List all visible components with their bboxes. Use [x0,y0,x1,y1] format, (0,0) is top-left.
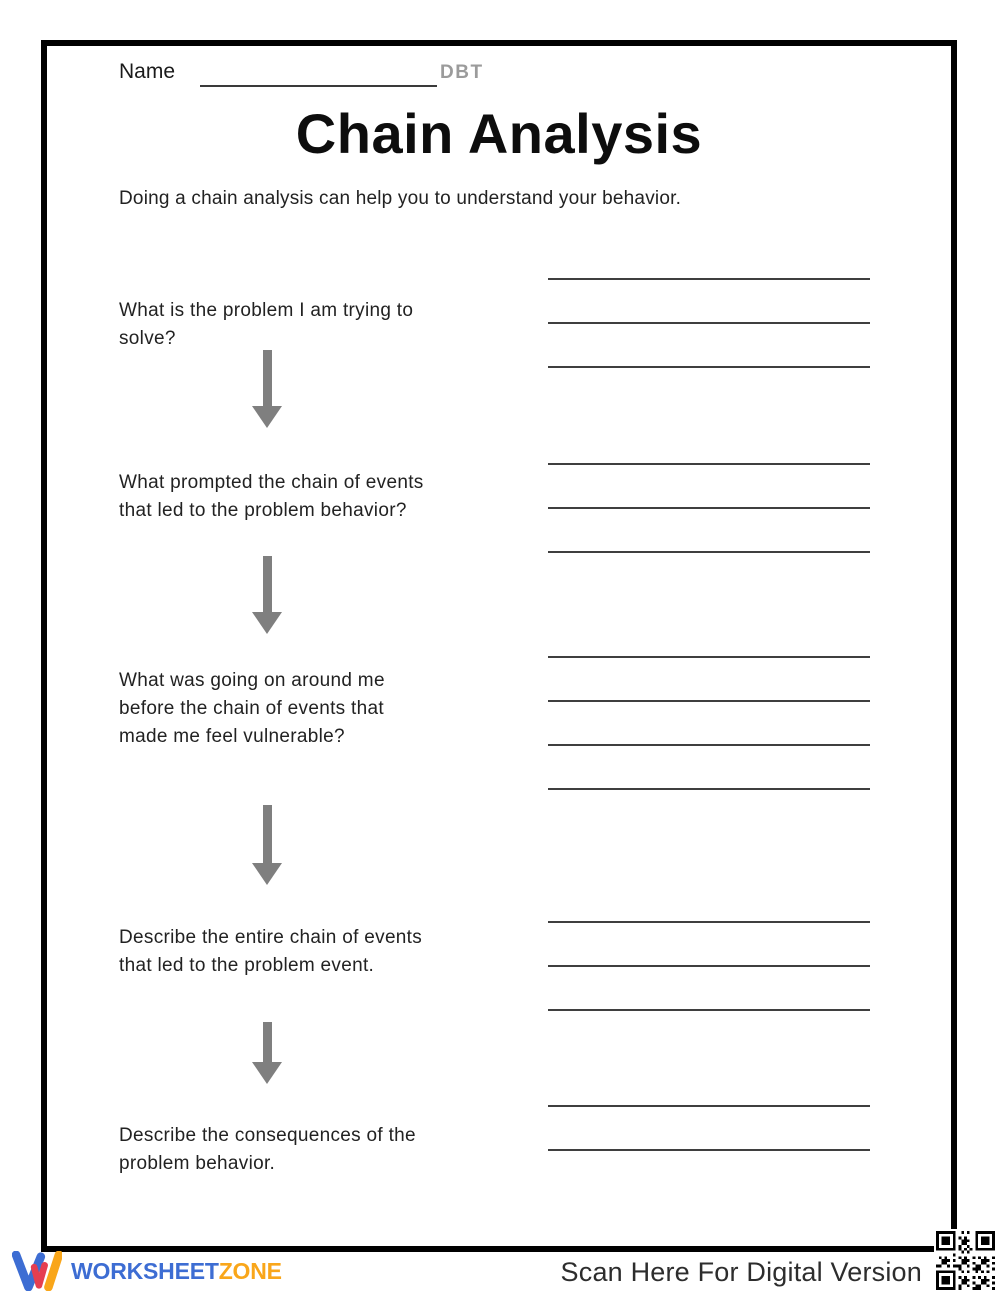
dbt-tag: DBT [440,62,484,83]
answer-lines-group-2 [548,463,870,553]
answer-line[interactable] [548,1149,870,1151]
page-border-frame [41,40,957,1252]
answer-line[interactable] [548,1009,870,1011]
answer-line[interactable] [548,744,870,746]
question-4-text: Describe the entire chain of events that led to the problem event. [119,927,423,976]
name-input-line[interactable] [200,85,437,87]
down-arrow-icon [252,350,282,428]
down-arrow-icon [252,805,282,885]
answer-lines-group-3 [548,656,870,790]
page-title: Chain Analysis [295,102,703,165]
answer-line[interactable] [548,366,870,368]
answer-line[interactable] [548,656,870,658]
answer-line[interactable] [548,507,870,509]
down-arrow-icon [252,556,282,634]
answer-line[interactable] [548,322,870,324]
worksheetzone-logo [12,1251,282,1291]
brand-text [71,1258,282,1285]
name-label: Name [119,60,176,83]
answer-line[interactable] [548,965,870,967]
answer-line[interactable] [548,551,870,553]
answer-lines-group-4 [548,921,870,1011]
scan-here-label: Scan Here For Digital Version [560,1257,922,1287]
answer-lines-group-1 [548,278,870,368]
question-5-text: Describe the consequences of the problem behavior. [119,1125,416,1174]
answer-line[interactable] [548,1105,870,1107]
page-subtitle: Doing a chain analysis can help you to understand your behavior. [119,188,682,209]
question-2-text: What prompted the chain of events that led to the problem behavior? [119,472,424,521]
answer-lines-group-5 [548,1105,870,1151]
answer-line[interactable] [548,278,870,280]
answer-line[interactable] [548,463,870,465]
down-arrow-icon [252,1022,282,1084]
answer-line[interactable] [548,700,870,702]
qr-code [934,1229,997,1292]
brand-worksheet: WORKSHEET [71,1257,219,1284]
answer-line[interactable] [548,921,870,923]
question-1-text: What is the problem I am trying to solve? [119,300,414,349]
answer-line[interactable] [548,788,870,790]
brand-zone: ZONE [218,1257,282,1284]
question-3-text: What was going on around me before the chain of events that made me feel vulnerable? [119,670,385,747]
worksheetzone-logo-icon [12,1251,62,1291]
